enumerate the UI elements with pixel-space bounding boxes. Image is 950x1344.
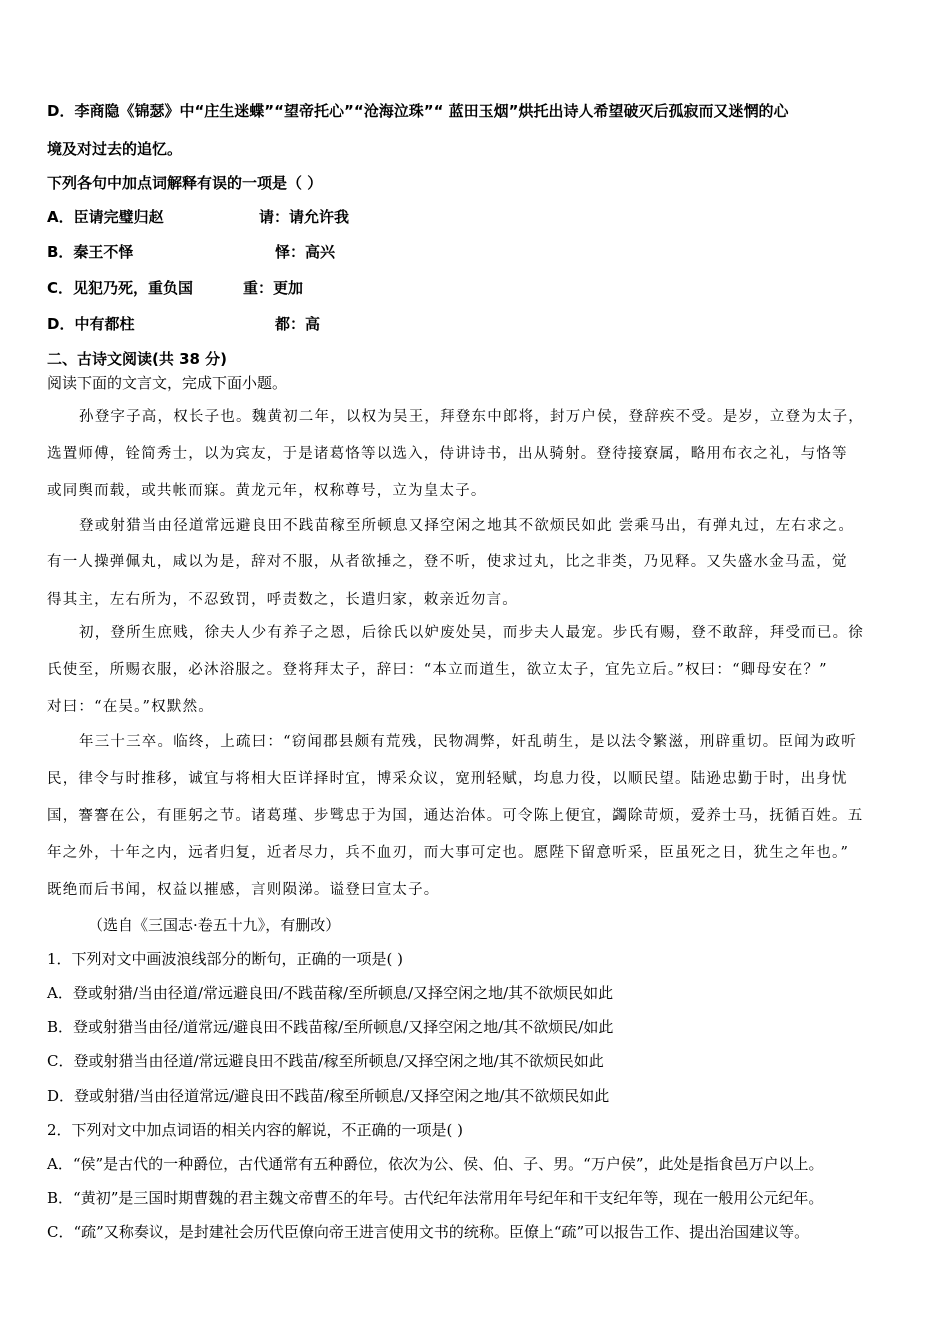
passage-line: 对曰：“在吴。”权默然。 [47,699,214,715]
vocab-option-a [47,207,350,227]
passage-source: （选自《三国志·卷五十九》，有删改） [88,916,341,934]
vocab-option-c-sentence: C．见犯乃死，重负国 [47,279,194,297]
passage-line: 或同舆而载，或共帐而寐。黄龙元年，权称尊号，立为皇太子。 [47,483,487,499]
vocab-option-b-gloss: 怿：高兴 [275,243,336,261]
passage-line: 年之外，十年之内，远者归复，近者尽力，兵不血刃，而大事可定也。愿陛下留意听采，臣虽死之日，犹生之年也。” [47,845,850,861]
passage-line: 有一人操弹佩丸，咸以为是，辞对不服，从者欲捶之，登不听，使求过丸，比之非类，乃见释。又失盛水金马盂，觉 [47,554,848,570]
passage-line: 国，謇謇在公，有匪躬之节。诸葛瑾、步骘忠于为国，通达治体。可令陈上便宜，蠲除苛烦，爱养士马，抚循百姓。五 [47,808,864,824]
passage-line: 氏使至，所赐衣服，必沐浴服之。登将拜太子，辞曰：“本立而道生，欲立太子，宜先立后。”权曰：“卿母安在？” [47,662,828,678]
vocab-option-c [47,278,304,298]
passage-line: 孙登字子高，权长子也。魏黄初二年，以权为吴王，拜登东中郎将，封万户侯，登辞疾不受。是岁，立登为太子， [79,409,864,425]
q1-option-b: B．登或射猎当由径/道常远/避良田不践苗稼/至所顿息/又择空闲之地/其不欲烦民/如此 [47,1018,614,1036]
q1-option-c: C．登或射猎当由径道/常远避良田不践苗/稼至所顿息/又择空闲之地/其不欲烦民如此 [47,1052,604,1070]
q2-option-a: A．“侯”是古代的一种爵位，古代通常有五种爵位，依次为公、侯、伯、子、男。“万户侯”，此处是指食邑万户以上。 [47,1155,824,1173]
vocab-question-stem: 下列各句中加点词解释有误的一项是（ ） [47,174,323,192]
passage-line: 选置师傅，铨简秀士，以为宾友，于是诸葛恪等以选入，侍讲诗书，出从骑射。登待接寮属，略用布衣之礼，与恪等 [47,446,848,462]
passage-line: 登或射猎当由径道常远避良田不践苗稼至所顿息又择空闲之地其不欲烦民如此 尝乘马出，有弹丸过，左右求之。 [79,518,855,534]
q2-option-b: B．“黄初”是三国时期曹魏的君主魏文帝曹丕的年号。古代纪年法常用年号纪年和干支纪年等，现在一般用公元纪年。 [47,1189,824,1207]
q1-option-d: D．登或射猎/当由径道常远/避良田不践苗/稼至所顿息/又择空闲之地/其不欲烦民如此 [47,1087,610,1105]
vocab-option-a-gloss: 请：请允许我 [259,208,350,226]
option-d-line-1: D．李商隐《锦瑟》中“庄生迷蝶”“望帝托心”“沧海泣珠”“ 蓝田玉烟”烘托出诗人希望破灭后孤寂而又迷惘的心 [47,102,789,120]
vocab-option-b-sentence: B．秦王不怿 [47,243,134,261]
passage-line: 民，律令与时推移，诚宜与将相大臣详择时宜，博采众议，宽刑轻赋，均息力役，以顺民望。陆逊忠勤于时，出身忧 [47,771,848,787]
vocab-option-c-gloss: 重：更加 [243,279,304,297]
passage-line: 既绝而后书闻，权益以摧感，言则陨涕。谥登曰宣太子。 [47,882,440,898]
passage-line: 年三十三卒。临终，上疏曰：“窃闻郡县颇有荒残，民物凋弊，奸乱萌生，是以法令繁滋，刑辟重切。臣闻为政听 [79,734,857,750]
vocab-option-b [47,242,336,262]
q1-stem: 1．下列对文中画波浪线部分的断句，正确的一项是( ) [47,950,404,968]
section-intro: 阅读下面的文言文，完成下面小题。 [47,374,288,392]
q1-option-a: A．登或射猎/当由径道/常远避良田/不践苗稼/至所顿息/又择空闲之地/其不欲烦民如此 [47,984,614,1002]
vocab-option-d-sentence: D．中有都柱 [47,315,135,333]
option-d-line-2: 境及对过去的追忆。 [47,140,183,158]
q2-option-c: C．“疏”又称奏议，是封建社会历代臣僚向帝王进言使用文书的统称。臣僚上“疏”可以报告工作、提出治国建议等。 [47,1223,810,1241]
vocab-option-d [47,314,321,334]
passage-line: 初，登所生庶贱，徐夫人少有养子之恩，后徐氏以妒废处吴，而步夫人最宠。步氏有赐，登不敢辞，拜受而已。徐 [79,625,864,641]
vocab-option-d-gloss: 都：高 [275,315,321,333]
passage-line: 得其主，左右所为，不忍致罚，呼责数之，长遣归家，敕亲近勿言。 [47,592,518,608]
vocab-option-a-sentence: A．臣请完璧归赵 [47,208,164,226]
q2-stem: 2．下列对文中加点词语的相关内容的解说，不正确的一项是( ) [47,1121,464,1139]
section-heading: 二、古诗文阅读(共 38 分) [47,350,228,368]
